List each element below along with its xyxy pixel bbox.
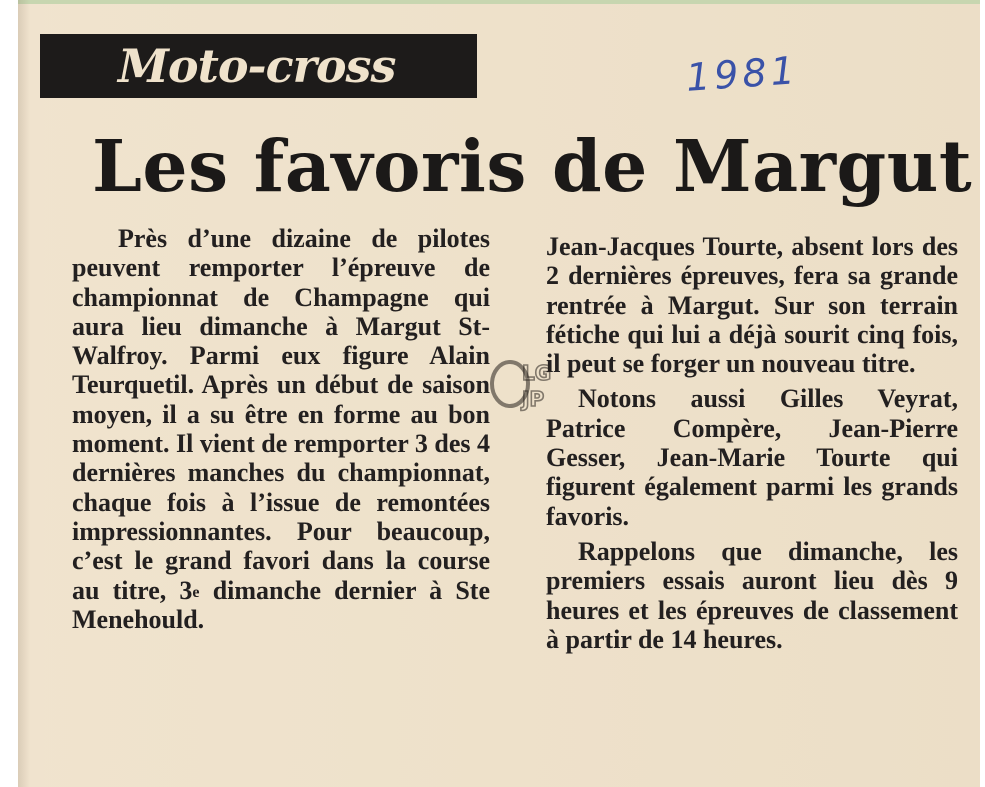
handwritten-year: 1981: [684, 48, 801, 100]
ordinal-number: 3: [179, 575, 193, 605]
article-column-left: [72, 224, 490, 634]
rubric-label: Moto-cross: [118, 39, 396, 93]
paragraph-left-text: Près d’une dizaine de pilotes peuvent remporter l’épreuve de championnat de Champagne qui aura lieu dimanche à Margut St-Walfroy. Parmi eux figure Alain Teurquetil. Après un début de saison moyen, il a su être en forme au bon moment. Il vient de remporter 3 des 4 dernières manches du championnat, chaque fois à l’issue de remontées impressionnantes. Pour beaucoup, c’est le grand favori dans la course au titre,: [72, 224, 490, 605]
ordinal-suffix: e: [192, 583, 200, 601]
top-edge-strip: [18, 0, 980, 4]
paragraph-right-3: Rappelons que dimanche, les premiers essais auront lieu dès 9 heures et les épreuves de classement à partir de 14 heures.: [546, 536, 958, 654]
rubric-band: [40, 34, 477, 98]
article-column-right: [546, 232, 958, 654]
paragraph-right-1: Jean-Jacques Tourte, absent lors des 2 dernières épreuves, fera sa grande rentrée à Margut. Sur son terrain fétiche qui lui a déjà sourit cinq fois, il peut se forger un nouveau titre.: [546, 232, 958, 379]
paper-edge-shadow: [18, 0, 30, 787]
paragraph-left: [72, 224, 490, 634]
watermark-line-1: LG: [522, 361, 552, 385]
paragraph-left-end: dimanche dernier à Ste Menehould.: [72, 575, 490, 634]
paragraph-right-2: Notons aussi Gilles Veyrat, Patrice Compère, Jean-Pierre Gesser, Jean-Marie Tourte qui figurent également parmi les grands favoris.: [546, 384, 958, 531]
newspaper-clipping: [18, 0, 980, 787]
watermark-line-2: JP: [522, 387, 545, 411]
headline: Les favoris de Margut: [92, 124, 973, 208]
